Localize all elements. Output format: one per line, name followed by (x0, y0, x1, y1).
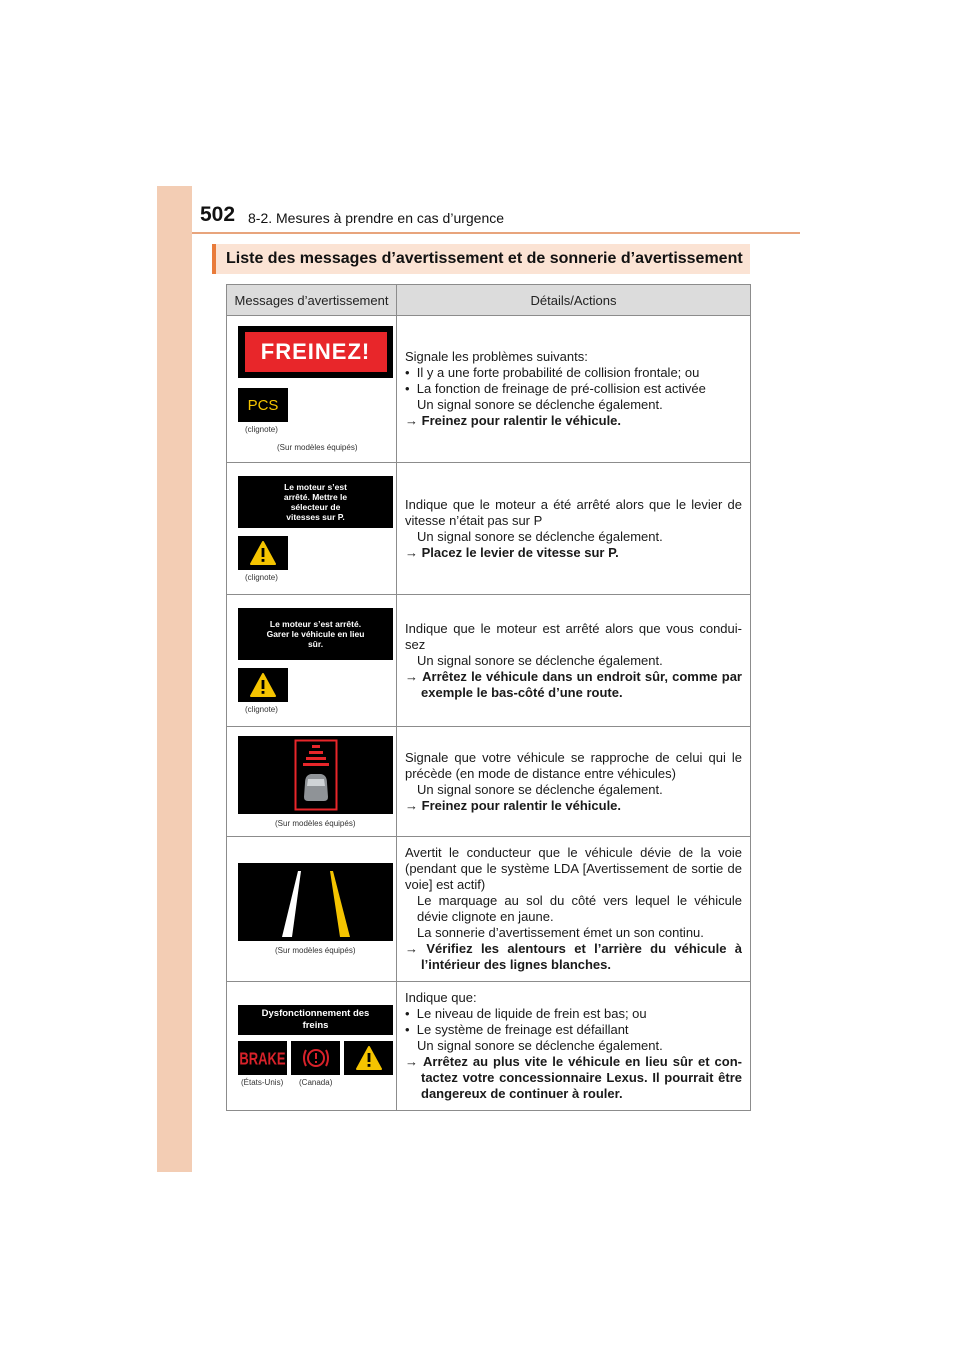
page-number: 502 (200, 203, 236, 226)
equipped-note: (Sur modèles équipés) (277, 443, 358, 452)
details-cell (397, 463, 751, 595)
pcs-badge (238, 388, 288, 422)
header-rule (192, 232, 800, 234)
detail-note: La sonnerie d’avertissement émet un son continu. (417, 925, 704, 940)
detail-intro: Indique que: (405, 990, 477, 1005)
table-row (227, 316, 751, 463)
display-engine-stopped-park (238, 608, 393, 660)
message-cell (227, 837, 397, 982)
brake-badge-ca (291, 1041, 340, 1075)
details-cell (397, 316, 751, 463)
warning-triangle-icon (355, 1045, 383, 1071)
brake-circle-icon (301, 1045, 331, 1071)
detail-text: Indique que le moteur est arrêté alors que vous condui-sez (405, 620, 742, 652)
equipped-note: (Sur modèles équipés) (275, 946, 356, 955)
detail-note: Le marquage au sol du côté vers lequel le véhicule dévie clignote en jaune. (417, 893, 742, 924)
action-text: → Vérifiez les alentours et l’arrière du véhicule à l’intérieur des lignes blanches. (405, 941, 742, 972)
detail-bullet: • Le niveau de liquide de frein est bas; ou (405, 1006, 647, 1021)
table-row (227, 595, 751, 727)
caption-canada: (Canada) (299, 1078, 333, 1087)
display-distance-warning (238, 736, 393, 814)
caption-us: (États-Unis) (241, 1078, 284, 1087)
brake-badge-us (238, 1041, 287, 1075)
action-text: → Arrêtez le véhicule dans un endroit sûr, comme par exemple le bas-côté d’une route. (405, 668, 742, 700)
table-row (227, 837, 751, 982)
message-cell (227, 982, 397, 1111)
pcs-label: PCS (247, 396, 279, 414)
action-text: → Freinez pour ralentir le véhicule. (405, 413, 622, 428)
detail-text: Signale que votre véhicule se rapproche de celui qui le précède (en mode de distance entre véhicules) (405, 749, 742, 781)
lane-lines-icon (238, 863, 393, 941)
message-cell (227, 727, 397, 837)
action-text: → Arrêtez au plus vite le véhicule en lieu sûr et con-tactez votre concessionnaire Lexus. Il pourrait être dangereux de continuer à rouler. (405, 1054, 742, 1101)
message-cell (227, 316, 397, 463)
sound-note: Un signal sonore se déclenche également. (417, 1038, 663, 1053)
warning-triangle-icon (249, 672, 277, 698)
col-header-details: Détails/Actions (397, 285, 751, 316)
table-row (227, 463, 751, 595)
table-row (227, 727, 751, 837)
message-cell (227, 463, 397, 595)
warning-triangle-icon (249, 540, 277, 566)
action-text: → Placez le levier de vitesse sur P. (405, 544, 619, 560)
section-title: Liste des messages d’avertissement et de sonnerie d’avertissement (212, 244, 750, 274)
display-engine-stopped (238, 476, 393, 528)
details-cell (397, 727, 751, 837)
detail-intro: Signale les problèmes suivants: (405, 349, 588, 364)
warning-messages-table (226, 284, 751, 1111)
sound-note: Un signal sonore se déclenche également. (417, 528, 663, 544)
details-cell (397, 595, 751, 727)
display-text: Le moteur s’est arrêté. Garer le véhicule en lieu sûr. (266, 618, 365, 649)
detail-text: Indique que le moteur a été arrêté alors que le levier de vitesse n’était pas sur P (405, 496, 742, 528)
side-band (157, 186, 192, 1172)
display-text: Dysfonctionnement des freins (261, 1008, 370, 1031)
details-cell (397, 837, 751, 982)
blink-caption: (clignote) (245, 704, 278, 714)
equipped-note: (Sur modèles équipés) (275, 818, 356, 828)
warning-badge (238, 668, 288, 702)
distance-warning-icon (294, 739, 338, 811)
blink-caption: (clignote) (245, 572, 278, 582)
brake-captions (241, 1078, 396, 1087)
detail-text: Avertit le conducteur que le véhicule dévie de la voie (pendant que le système LDA [Avertissement de sortie de voie] est actif) (405, 845, 742, 892)
message-cell (227, 595, 397, 727)
display-brake-malfunction (238, 1005, 393, 1035)
display-freinez (238, 326, 393, 378)
details-cell (397, 982, 751, 1111)
sound-note: Un signal sonore se déclenche également. (417, 397, 663, 412)
display-lane-departure (238, 863, 393, 941)
table-header-row (227, 285, 751, 316)
table-row (227, 982, 751, 1111)
chapter-title: 8-2. Mesures à prendre en cas d’urgence (248, 210, 505, 226)
col-header-messages: Messages d’avertissement (227, 285, 397, 316)
detail-bullet: • Il y a une forte probabilité de collision frontale; ou (405, 365, 700, 380)
brake-badges (238, 1041, 396, 1075)
sound-note: Un signal sonore se déclenche également. (417, 781, 663, 797)
action-text: → Freinez pour ralentir le véhicule. (405, 797, 622, 813)
sound-note: Un signal sonore se déclenche également. (417, 652, 663, 668)
detail-bullet: • La fonction de freinage de pré-collision est activée (405, 381, 706, 396)
display-text: Le moteur s’est arrêté. Mettre le sélecteur de vitesses sur P. (283, 481, 348, 522)
warning-badge (238, 536, 288, 570)
brake-label: BRAKE (239, 1047, 286, 1069)
warning-badge (344, 1041, 393, 1075)
blink-caption: (clignote) (245, 425, 278, 434)
freinez-text: FREINEZ! (260, 339, 371, 364)
detail-bullet: • Le système de freinage est défaillant (405, 1022, 629, 1037)
